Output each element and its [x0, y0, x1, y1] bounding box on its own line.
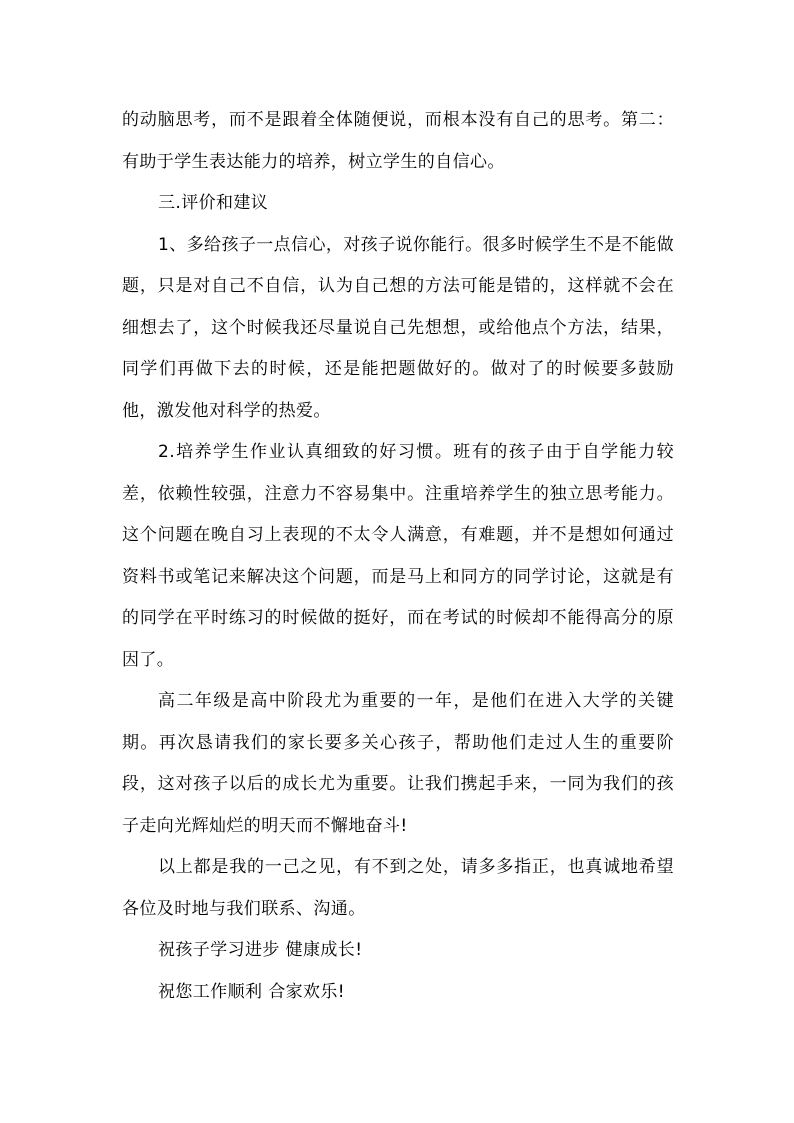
section-heading: 三.评价和建议: [158, 193, 269, 213]
paragraph-continuation: 的动脑思考，而不是跟着全体随便说，而根本没有自己的思考。第二：有助于学生表达能力的培养，树立学生的自信心。: [122, 110, 674, 172]
paragraph-closing-appeal: 高二年级是高中阶段尤为重要的一年，是他们在进入大学的关键期。再次恳请我们的家长要多关心孩子，帮助他们走过人生的重要阶段，这对孩子以后的成长尤为重要。让我们携起手来，一同为我们的孩子走向光辉灿烂的明天而不懈地奋斗!: [122, 691, 674, 836]
document-body: [122, 100, 674, 1013]
blessing-line-2: 祝您工作顺利 合家欢乐!: [158, 981, 346, 1002]
blessing-line-1: 祝孩子学习进步 健康成长!: [158, 940, 363, 960]
paragraph-suggestion-1: 1、多给孩子一点信心，对孩子说你能行。很多时候学生不是不能做题，只是对自己不自信，认为自己想的方法可能是错的，这样就不会在细想去了，这个时候我还尽量说自己先想想，或给他点个方法，结果，同学们再做下去的时候，还是能把题做好的。做对了的时候要多鼓励他，激发他对科学的热爱。: [122, 234, 674, 421]
paragraph-suggestion-2: 2.培养学生作业认真细致的好习惯。班有的孩子由于自学能力较差，依赖性较强，注意力不容易集中。注重培养学生的独立思考能力。这个问题在晚自习上表现的不太令人满意，有难题，并不是想如何通过资料书或笔记来解决这个问题，而是马上和同方的同学讨论，这就是有的同学在平时练习的时候做的挺好，而在考试的时候却不能得高分的原因了。: [122, 442, 674, 670]
paragraph-closing-note: 以上都是我的一己之见，有不到之处，请多多指正，也真诚地希望各位及时地与我们联系、沟通。: [122, 857, 674, 919]
